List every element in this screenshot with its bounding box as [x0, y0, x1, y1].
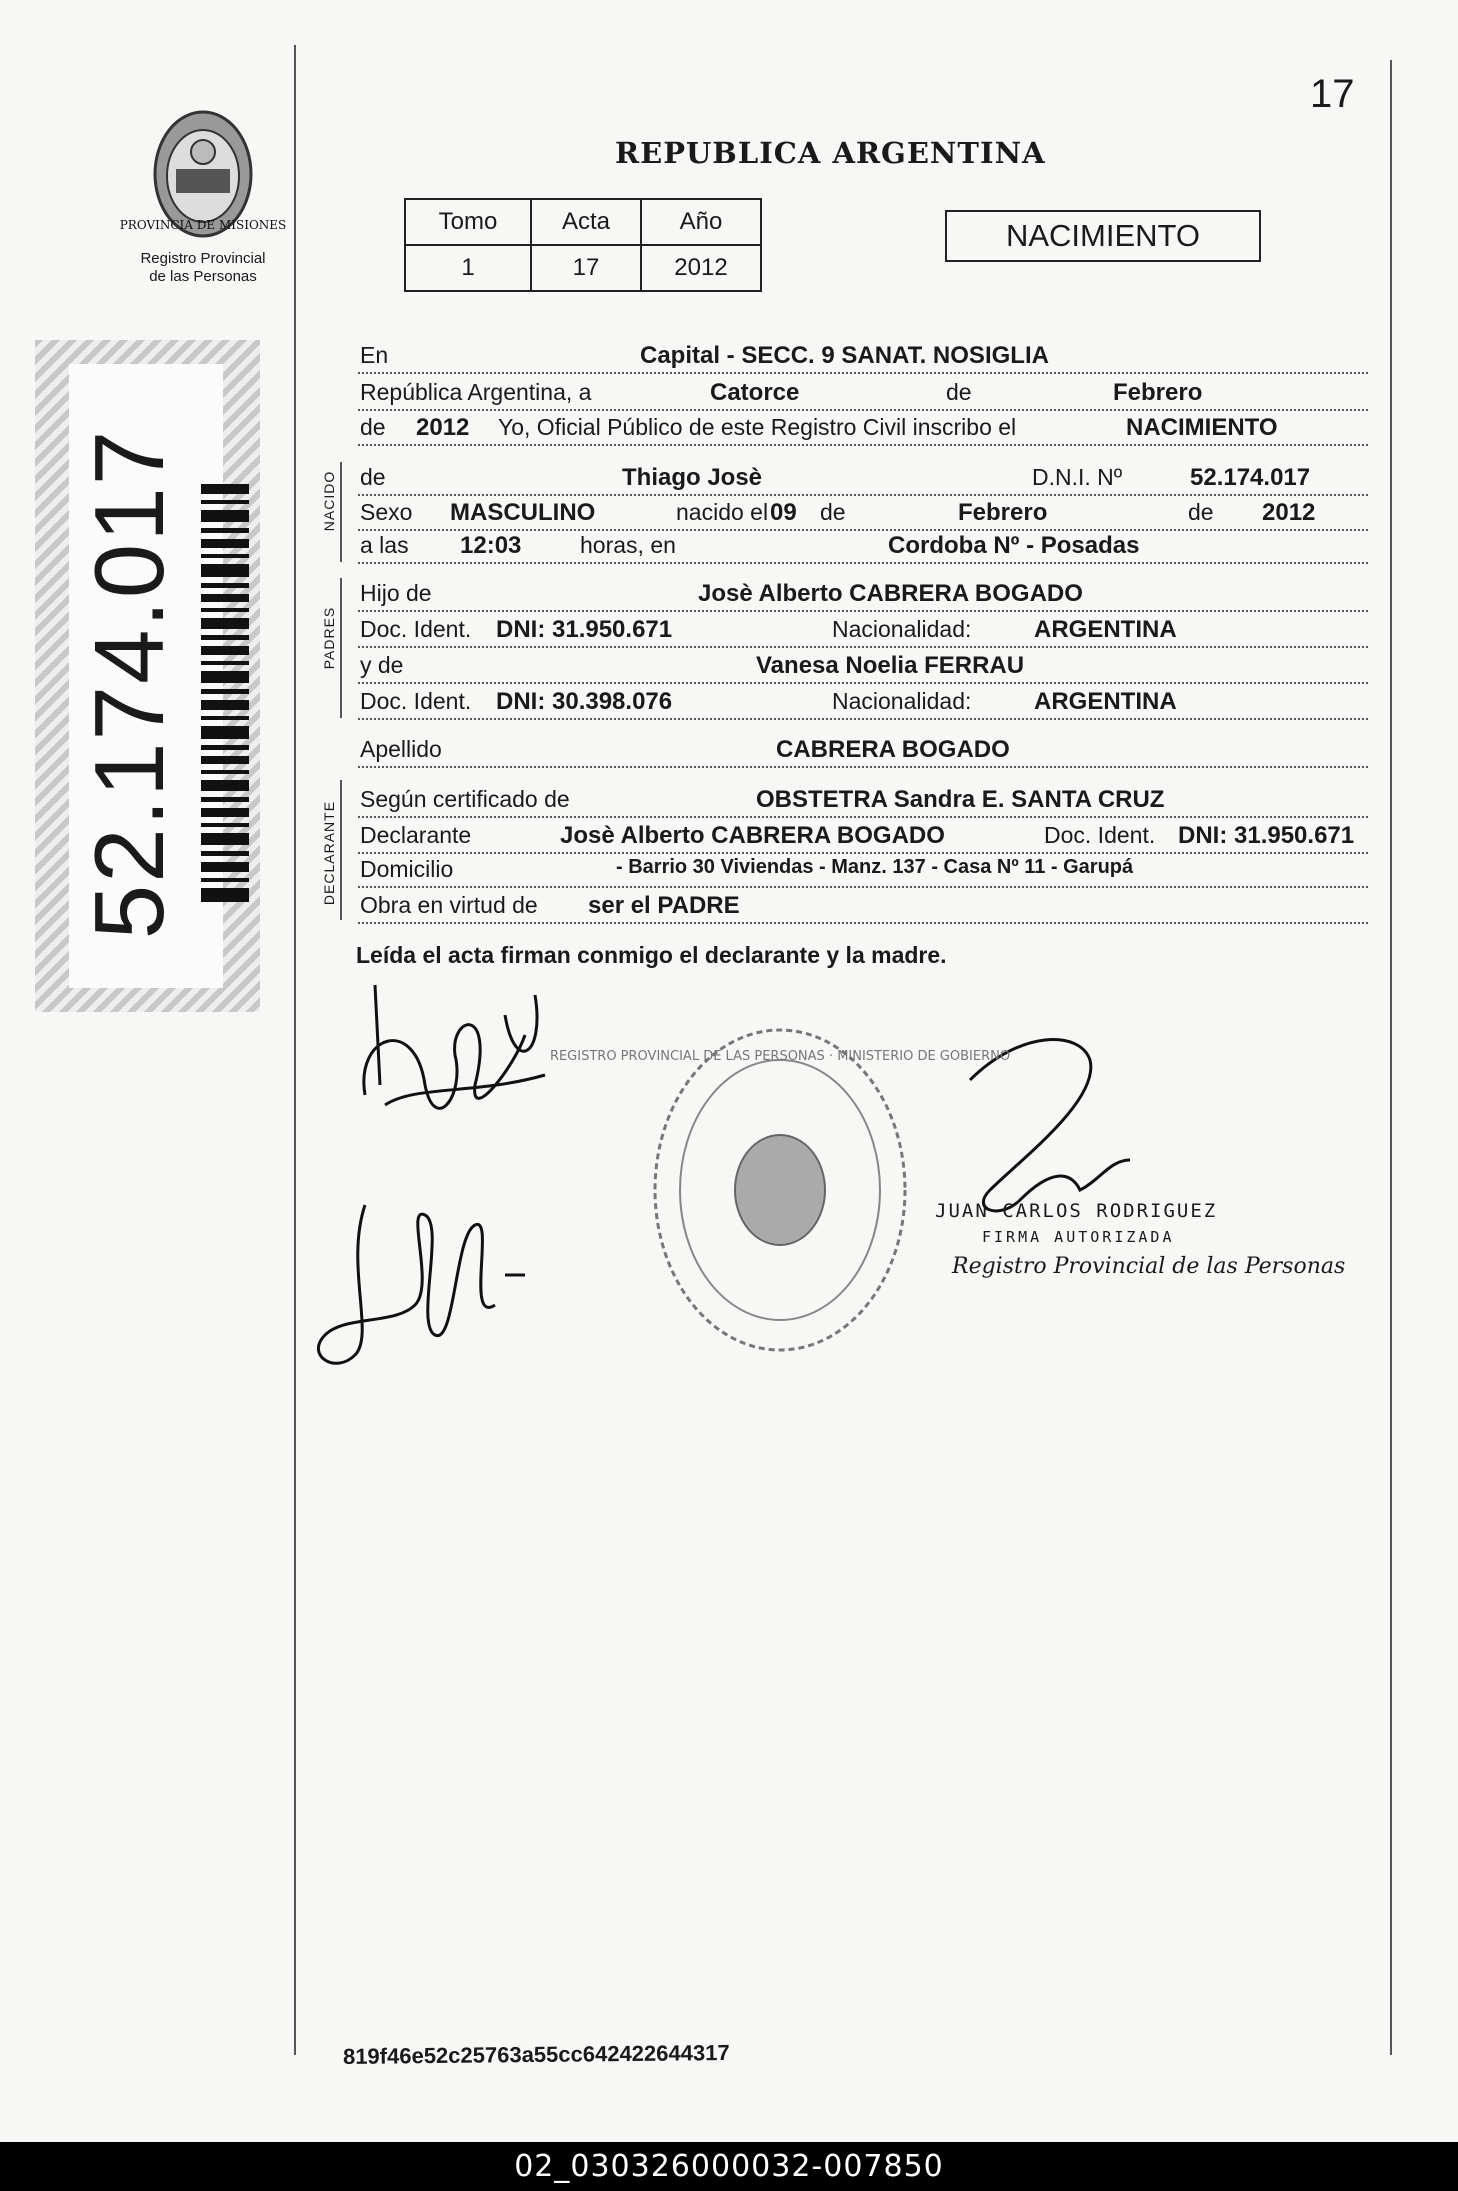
horas-label: horas, en: [580, 532, 676, 558]
official-title: FIRMA AUTORIZADA: [982, 1228, 1175, 1246]
registry-caption-line2: de las Personas: [149, 268, 257, 285]
row-time-place: [358, 530, 1368, 564]
dni-label: D.N.I. Nº: [1032, 464, 1123, 490]
record-type-box: NACIMIENTO: [945, 210, 1261, 262]
cert-value: OBSTETRA Sandra E. SANTA CRUZ: [756, 786, 1165, 813]
tomo-value: 1: [405, 245, 531, 291]
birth-year-value: 2012: [1262, 499, 1316, 526]
row-sex-birth: [358, 497, 1368, 531]
alas-label: a las: [360, 532, 409, 558]
side-dni-number: 52.174.017: [74, 428, 184, 940]
anio-label: Año: [641, 199, 761, 245]
mother-nat-value: ARGENTINA: [1034, 688, 1177, 715]
apellido-label: Apellido: [360, 736, 442, 762]
domicilio-value: - Barrio 30 Viviendas - Manz. 137 - Casa Nº 11 - Garupá: [616, 856, 1134, 878]
document-hash: 819f46e52c25763a55cc642422644317: [342, 2039, 730, 2070]
republica-label: República Argentina, a: [360, 379, 592, 405]
declarante-doc-value: DNI: 31.950.671: [1178, 822, 1355, 849]
anio-value: 2012: [641, 245, 761, 291]
stripe-panel: [69, 364, 223, 988]
birth-month-value: Febrero: [958, 499, 1048, 526]
yde-label: y de: [360, 652, 404, 678]
place-value: Capital - SECC. 9 SANAT. NOSIGLIA: [640, 342, 1049, 369]
registry-caption: [118, 250, 288, 286]
right-margin-rule: [1390, 60, 1392, 2055]
sexo-value: MASCULINO: [450, 499, 596, 526]
row-cert: [358, 784, 1368, 818]
left-margin-rule: [294, 45, 296, 2055]
official-office: Registro Provincial de las Personas: [952, 1254, 1346, 1279]
declarante-doc-label: Doc. Ident.: [1044, 822, 1156, 848]
row-mother: [358, 650, 1368, 684]
de-label-1: de: [946, 379, 972, 405]
tomo-label: Tomo: [405, 199, 531, 245]
inscribo-value: NACIMIENTO: [1126, 414, 1278, 441]
month-value: Febrero: [1113, 379, 1203, 406]
mother-doc-label: Doc. Ident.: [360, 688, 472, 714]
nacido-label: nacido el: [676, 499, 769, 525]
hora-value: 12:03: [460, 532, 522, 559]
row-father-doc: [358, 614, 1368, 648]
row-inscribo: [358, 412, 1368, 446]
section-line-nacido: [340, 462, 342, 562]
father-doc-label: Doc. Ident.: [360, 616, 472, 642]
page-number: 17: [1310, 72, 1355, 116]
obra-value: ser el PADRE: [588, 892, 740, 919]
apellido-value: CABRERA BOGADO: [776, 736, 1010, 763]
register-box: [404, 198, 762, 292]
section-line-padres: [340, 578, 342, 718]
provincial-seal-icon: [119, 104, 287, 244]
official-stamp-icon: [549, 1020, 1011, 1360]
birth-place-value: Cordoba Nº - Posadas: [888, 532, 1140, 559]
row-declarante: [358, 820, 1368, 854]
de-label-3: de: [360, 464, 386, 490]
row-apellido: [358, 734, 1368, 768]
en-label: En: [360, 342, 389, 368]
declarant-signature: [355, 975, 565, 1175]
seal-lettering: PROVINCIA DE MISIONES: [119, 218, 287, 232]
obra-label: Obra en virtud de: [360, 892, 538, 918]
cert-label: Según certificado de: [360, 786, 570, 812]
mother-nat-label: Nacionalidad:: [832, 688, 972, 714]
de-label-5: de: [1188, 499, 1214, 525]
father-nat-value: ARGENTINA: [1034, 616, 1177, 643]
section-label-declarante: DECLARANTE: [321, 800, 337, 906]
mother-doc-value: DNI: 30.398.076: [496, 688, 673, 715]
section-label-nacido: NACIDO: [321, 470, 337, 532]
year-value: 2012: [416, 414, 470, 441]
footer-code-bar: 02_030326000032-007850: [0, 2142, 1458, 2191]
row-father: [358, 578, 1368, 612]
closing-statement: Leída el acta firman conmigo el declarante y la madre.: [356, 942, 947, 968]
registry-caption-line1: Registro Provincial: [140, 250, 266, 267]
father-doc-value: DNI: 31.950.671: [496, 616, 673, 643]
security-stripe: [35, 340, 260, 1012]
declarante-label: Declarante: [360, 822, 472, 848]
father-nat-label: Nacionalidad:: [832, 616, 972, 642]
father-value: Josè Alberto CABRERA BOGADO: [698, 580, 1083, 607]
birth-day-value: 09: [770, 499, 797, 526]
acta-label: Acta: [531, 199, 641, 245]
row-date: [358, 377, 1368, 411]
row-place: [358, 340, 1368, 374]
hijo-label: Hijo de: [360, 580, 432, 606]
de-label-2: de: [360, 414, 386, 440]
sexo-label: Sexo: [360, 499, 413, 525]
declarante-value: Josè Alberto CABRERA BOGADO: [560, 822, 945, 849]
dni-value: 52.174.017: [1190, 464, 1311, 491]
inscribo-label: Yo, Oficial Público de este Registro Civil inscribo el: [498, 414, 1017, 440]
row-domicilio: [358, 854, 1368, 888]
row-mother-doc: [358, 686, 1368, 720]
section-label-padres: PADRES: [321, 606, 337, 670]
name-value: Thiago Josè: [622, 464, 763, 491]
mother-signature: [305, 1185, 535, 1385]
day-words-value: Catorce: [710, 379, 800, 406]
row-obra: [358, 890, 1368, 924]
de-label-4: de: [820, 499, 846, 525]
row-name: [358, 462, 1368, 496]
official-name: JUAN CARLOS RODRIGUEZ: [935, 1200, 1218, 1222]
stamp-lettering: REGISTRO PROVINCIAL DE LAS PERSONAS · MINISTERIO DE GOBIERNO: [549, 1049, 1011, 1064]
country-title: REPUBLICA ARGENTINA: [615, 136, 1046, 170]
barcode-icon: [201, 484, 249, 904]
section-line-declarante: [340, 780, 342, 920]
acta-value: 17: [531, 245, 641, 291]
mother-value: Vanesa Noelia FERRAU: [756, 652, 1025, 679]
domicilio-label: Domicilio: [360, 856, 454, 882]
